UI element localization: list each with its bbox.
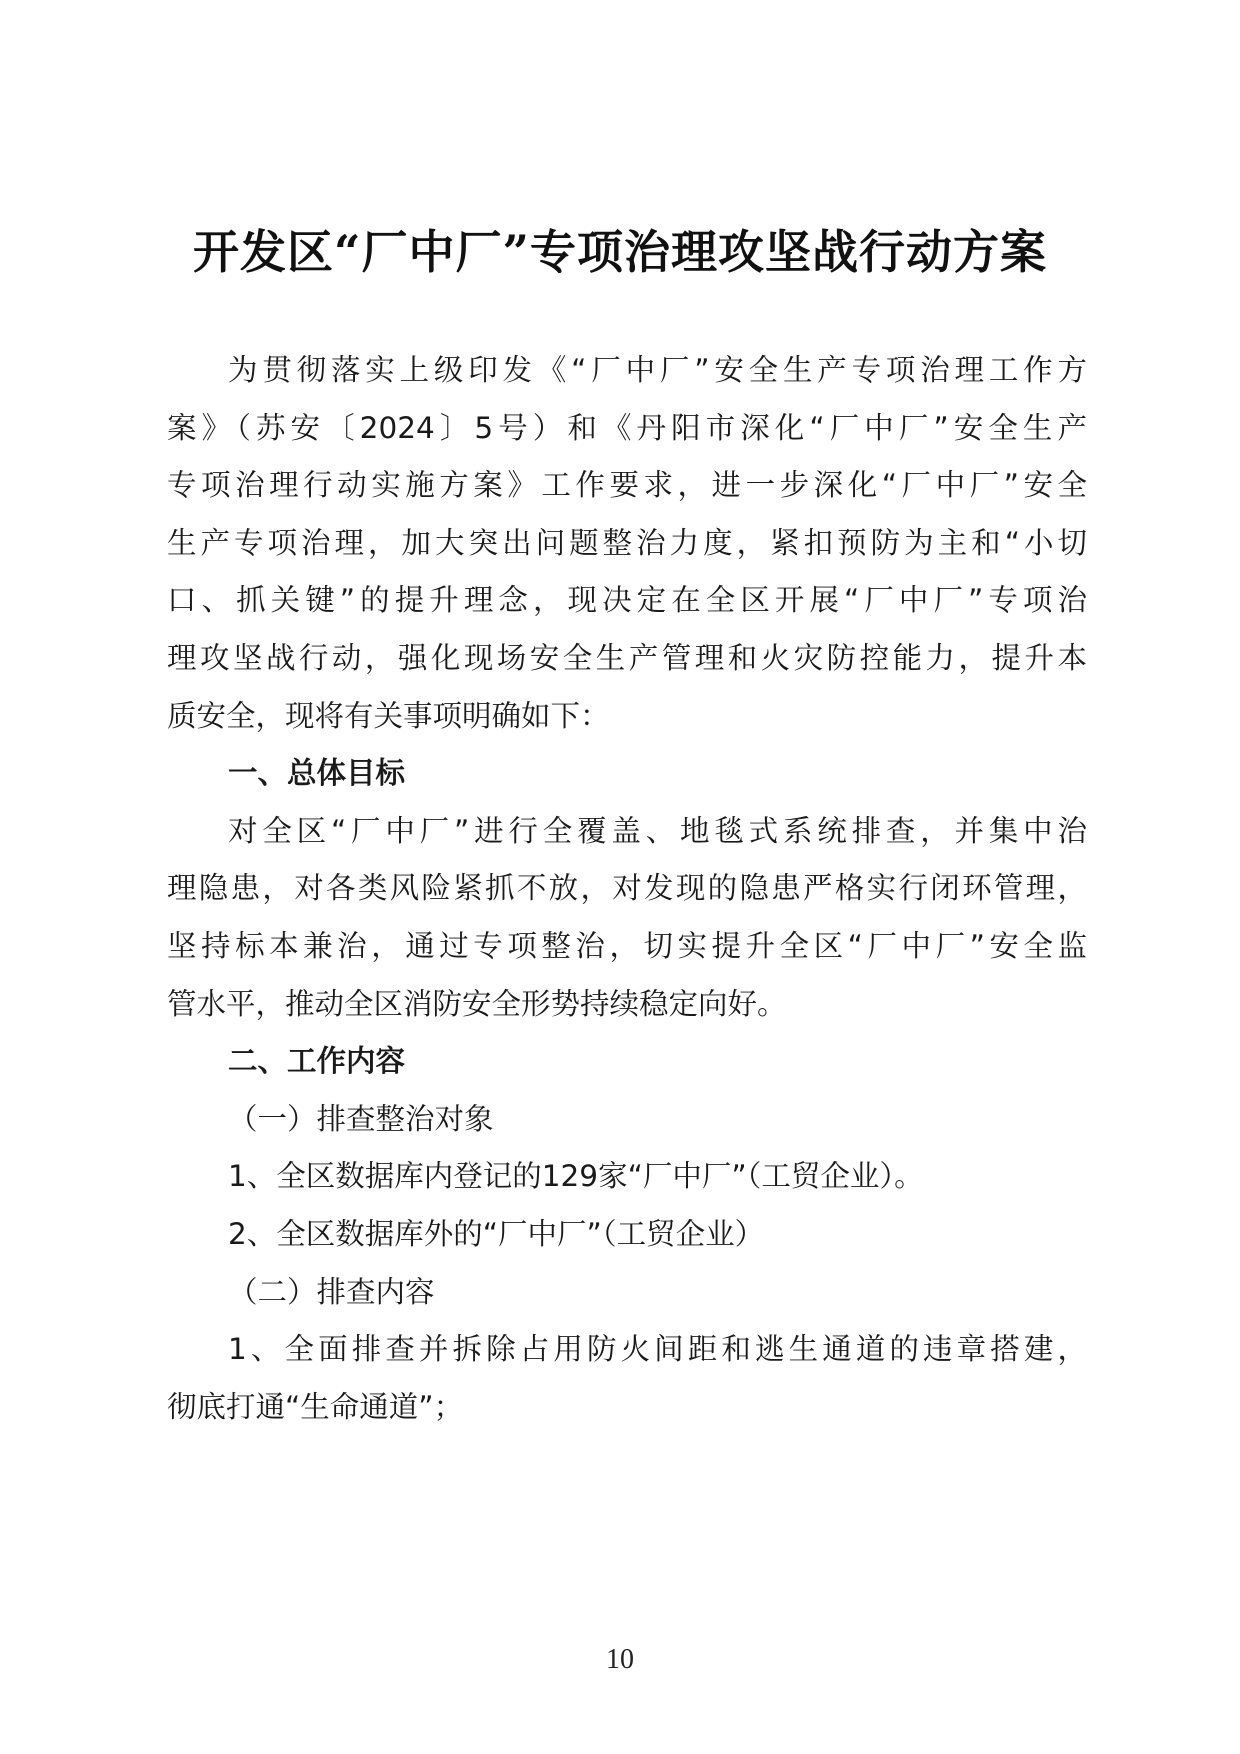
goal-line: 坚持标本兼治，通过专项整治，切实提升全区“厂中厂”安全监 (167, 928, 1087, 963)
subsection-heading-inspection-content: （二）排查内容 (228, 1274, 435, 1309)
target-item: 1、全区数据库内登记的129家“厂中厂”（工贸企业）。 (228, 1159, 924, 1194)
section-heading-overall-goal: 一、总体目标 (228, 756, 406, 791)
page-number: 10 (606, 1644, 634, 1675)
intro-line: 理攻坚战行动，强化现场安全生产管理和火灾防控能力，提升本 (167, 640, 1087, 675)
target-item: 2、全区数据库外的“厂中厂”（工贸企业） (228, 1216, 765, 1251)
subsection-heading-targets: （一）排查整治对象 (228, 1101, 494, 1136)
section-heading-work-content: 二、工作内容 (228, 1044, 406, 1079)
document-title: 开发区“厂中厂”专项治理攻坚战行动方案 (193, 225, 1047, 279)
intro-line: 生产专项治理，加大突出问题整治力度，紧扣预防为主和“小切 (167, 525, 1087, 560)
intro-line: 专项治理行动实施方案》工作要求，进一步深化“厂中厂”安全 (167, 468, 1087, 503)
intro-line: 质安全，现将有关事项明确如下： (167, 698, 610, 733)
intro-line: 案》（苏安〔2024〕5号）和《丹阳市深化“厂中厂”安全生产 (167, 410, 1087, 445)
document-body (167, 342, 1087, 1436)
goal-line: 对全区“厂中厂”进行全覆盖、地毯式系统排查，并集中治 (228, 813, 1087, 848)
inspection-line: 彻底打通“生命通道”； (167, 1389, 464, 1424)
intro-line: 口、抓关键”的提升理念，现决定在全区开展“厂中厂”专项治 (167, 583, 1087, 618)
intro-line: 为贯彻落实上级印发《“厂中厂”安全生产专项治理工作方 (228, 353, 1087, 387)
goal-line: 管水平，推动全区消防安全形势持续稳定向好。 (167, 986, 787, 1021)
goal-line: 理隐患，对各类风险紧抓不放，对发现的隐患严格实行闭环管理， (167, 871, 1087, 906)
inspection-line: 1、全面排查并拆除占用防火间距和逃生通道的违章搭建， (228, 1332, 1087, 1367)
